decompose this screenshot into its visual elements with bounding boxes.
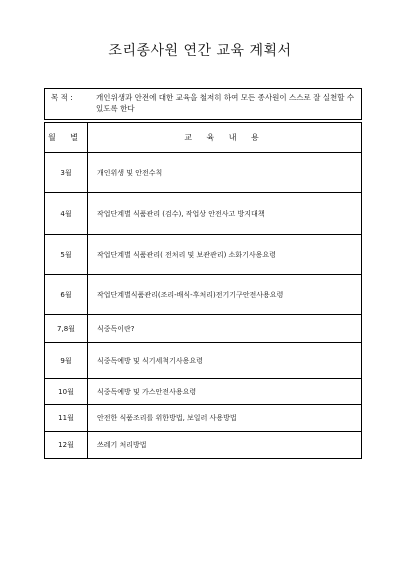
table-row	[45, 432, 362, 459]
content-cell: 식중독예방 및 가스안전사용요령	[88, 379, 362, 405]
table-row	[45, 315, 362, 343]
table-row	[45, 153, 362, 193]
table-header-row	[45, 123, 362, 153]
month-cell: 5월	[45, 235, 88, 275]
table-row	[45, 235, 362, 275]
table-row	[45, 193, 362, 235]
purpose-label: 목 적 :	[51, 93, 73, 102]
table-row	[45, 275, 362, 315]
month-cell: 10월	[45, 379, 88, 405]
header-month: 월 별	[45, 123, 88, 153]
content-cell: 안전한 식품조리를 위한방법, 보일러 사용방법	[88, 405, 362, 432]
table-row	[45, 405, 362, 432]
document-title: 조리종사원 연간 교육 계획서	[108, 43, 292, 59]
content-cell: 작업단계별 식품관리( 전처리 및 보관관리) 소화기사용요령	[88, 235, 362, 275]
month-cell: 3월	[45, 153, 88, 193]
content-cell: 쓰레기 처리방법	[88, 432, 362, 459]
header-content: 교 육 내 용	[88, 123, 362, 153]
content-cell: 식중독이란?	[88, 315, 362, 343]
education-plan-table	[44, 122, 362, 459]
month-cell: 12월	[45, 432, 88, 459]
content-cell: 작업단계별식품관리(조리-배식-후처리)전기기구안전사용요령	[88, 275, 362, 315]
content-cell: 작업단계별 식품관리 (검수), 작업상 안전사고 방지대책	[88, 193, 362, 235]
table-row	[45, 343, 362, 379]
content-cell: 식중독예방 및 식기세척기사용요령	[88, 343, 362, 379]
month-cell: 11월	[45, 405, 88, 432]
content-cell: 개인위생 및 안전수칙	[88, 153, 362, 193]
purpose-box	[44, 88, 362, 120]
month-cell: 4월	[45, 193, 88, 235]
month-cell: 7,8월	[45, 315, 88, 343]
table-row	[45, 379, 362, 405]
month-cell: 6월	[45, 275, 88, 315]
month-cell: 9월	[45, 343, 88, 379]
purpose-text: 개인위생과 안전에 대한 교육을 철저히 하여 모든 종사원이 스스로 잘 실천할 수 있도록 한다	[96, 93, 355, 113]
